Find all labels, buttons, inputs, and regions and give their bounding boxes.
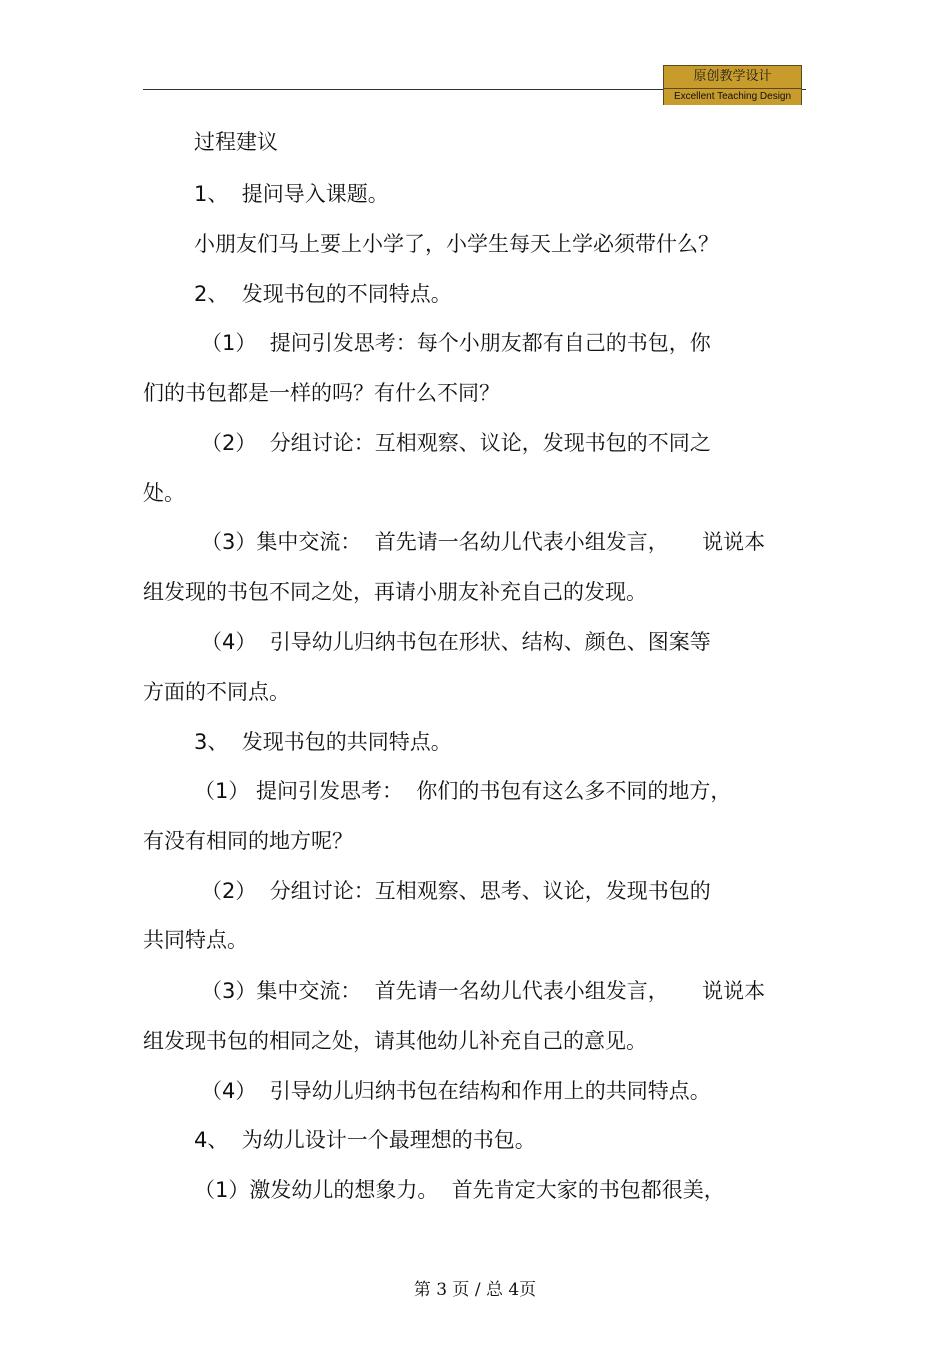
step-heading: 3、 发现书包的共同特点。 (194, 730, 452, 754)
paragraph-line: 有没有相同的地方呢？ (143, 829, 353, 853)
paragraph-line: （4） 引导幼儿归纳书包在结构和作用上的共同特点。 (201, 1079, 711, 1103)
paragraph-line: （2） 分组讨论：互相观察、思考、议论，发现书包的 (201, 879, 711, 903)
paragraph-line: 方面的不同点。 (143, 680, 290, 704)
paragraph-line: （1） 提问引发思考：每个小朋友都有自己的书包，你 (201, 331, 711, 355)
paragraph-line: （4） 引导幼儿归纳书包在形状、结构、颜色、图案等 (201, 630, 711, 654)
header-badge (663, 65, 802, 105)
badge-title-cn: 原创教学设计 (664, 66, 801, 88)
paragraph-line: （3）集中交流： 首先请一名幼儿代表小组发言， 说说本 (201, 530, 766, 554)
paragraph-line: 组发现书包的相同之处，请其他幼儿补充自己的意见。 (143, 1029, 647, 1053)
badge-title-en: Excellent Teaching Design (664, 88, 801, 105)
step-heading: 2、 发现书包的不同特点。 (194, 282, 452, 306)
page-number: 第 3 页 / 总 4页 (413, 1280, 537, 1300)
paragraph-line: （1）激发幼儿的想象力。 首先肯定大家的书包都很美， (194, 1178, 725, 1202)
step-heading: 4、 为幼儿设计一个最理想的书包。 (194, 1128, 536, 1152)
paragraph-line: 共同特点。 (143, 928, 248, 952)
step-heading: 1、 提问导入课题。 (194, 182, 389, 206)
section-heading: 过程建议 (194, 130, 278, 154)
paragraph-line: 小朋友们马上要上小学了，小学生每天上学必须带什么？ (194, 232, 719, 256)
paragraph-line: （1） 提问引发思考： 你们的书包有这么多不同的地方， (194, 779, 732, 803)
paragraph-line: 们的书包都是一样的吗？有什么不同？ (143, 381, 500, 405)
paragraph-line: （3）集中交流： 首先请一名幼儿代表小组发言， 说说本 (201, 979, 766, 1003)
paragraph-line: 处。 (143, 481, 185, 505)
paragraph-line: （2） 分组讨论：互相观察、议论，发现书包的不同之 (201, 431, 711, 455)
paragraph-line: 组发现的书包不同之处，再请小朋友补充自己的发现。 (143, 580, 647, 604)
